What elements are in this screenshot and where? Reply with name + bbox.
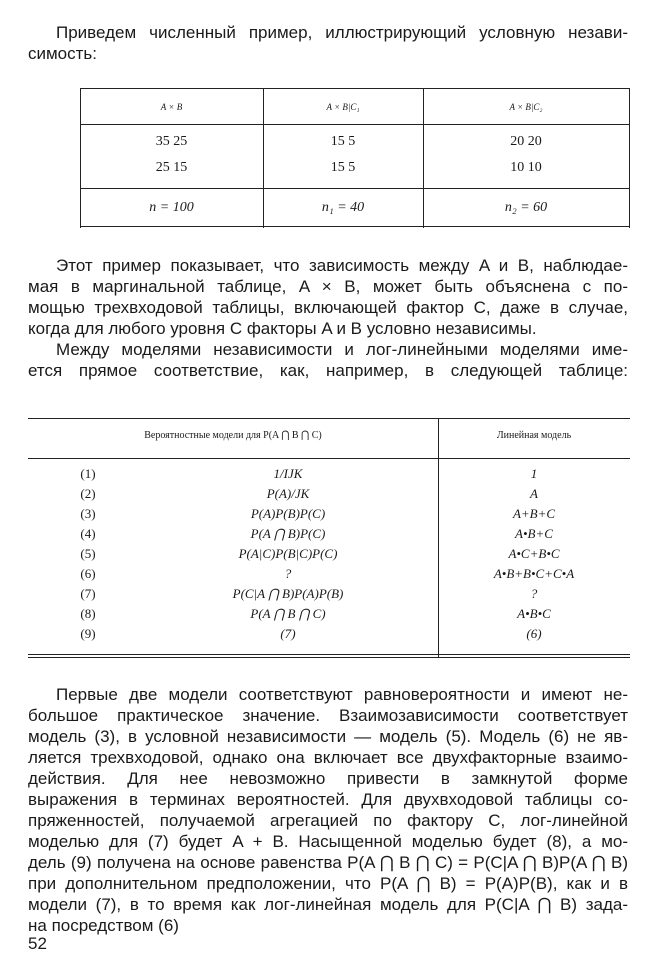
row-number: (2) xyxy=(80,486,96,501)
linear-model: A•C+B•C xyxy=(508,546,560,561)
row-number: (1) xyxy=(80,466,96,481)
table-row xyxy=(28,566,630,586)
table1-cell: 15 5 xyxy=(330,134,356,149)
contingency-table xyxy=(80,88,630,228)
discussion-paragraph xyxy=(28,684,628,936)
paragraph-line: модели (7), в то время как лог-линейная модель для P(C|A ⋂ B) зада- xyxy=(28,895,628,914)
models-header-prob: Вероятностные модели для P(A ⋂ B ⋂ C) xyxy=(144,430,322,441)
paragraph-line: Первые две модели соответствуют равновероятности и имеют не- xyxy=(56,685,628,704)
table1-cell: 35 25 xyxy=(155,134,188,149)
prob-model: P(A ⋂ B)P(C) xyxy=(250,526,326,541)
models-table xyxy=(28,418,630,658)
table1-cell: 25 15 xyxy=(155,160,188,175)
prob-model: P(A)/JK xyxy=(266,486,310,501)
table-row xyxy=(28,626,630,646)
table-row xyxy=(28,546,630,566)
paragraph-line: модель (3), в условной независимости — модель (5). Модель (6) не яв- xyxy=(28,727,628,746)
linear-model: A•B•C xyxy=(517,606,551,621)
row-number: (8) xyxy=(80,606,96,621)
paragraph-line: выражения в терминах вероятностей. Для двухвходовой таблицы со- xyxy=(28,790,628,809)
table-row xyxy=(28,486,630,506)
paragraph-line: мая в маргинальной таблице, A × B, может быть объяснена с по- xyxy=(28,277,628,296)
linear-model: A•B+C xyxy=(515,526,553,541)
paragraph-line: при дополнительном предположении, что P(A ⋂ B) = P(A)P(B), как и в xyxy=(28,874,628,893)
paragraph-line: мощью трехвходовой таблицы, включающей фактор C, даже в случае, xyxy=(28,298,628,317)
paragraph-line: Этот пример показывает, что зависимость между A и B, наблюдае- xyxy=(56,256,628,275)
table1-total: n = 100 xyxy=(149,200,194,215)
linear-model: ? xyxy=(530,586,538,601)
paragraph-line: ляется трехвходовой, однако она включает все двухфакторные взаимо- xyxy=(28,748,628,767)
paragraph-line: Между моделями независимости и лог-линейными моделями име- xyxy=(56,340,628,359)
table1-header: A × B|C₁ xyxy=(326,102,360,112)
table1-cell: 10 10 xyxy=(510,160,542,175)
paragraph-line: действия. Для нее невозможно привести в замкнутой форме xyxy=(28,769,628,788)
table1-cell: 20 20 xyxy=(510,134,542,149)
intro-line: Приведем численный пример, иллюстрирующий условную незави- xyxy=(56,23,628,42)
table-row xyxy=(28,606,630,626)
table-row xyxy=(28,586,630,606)
paragraph-line: большое практическое значение. Взаимозависимости соответствует xyxy=(28,706,628,725)
paragraph-line: моделью для (7) будет A + B. Насыщенной моделью будет (8), а мо- xyxy=(28,832,628,851)
row-number: (5) xyxy=(80,546,96,561)
row-number: (4) xyxy=(80,526,96,541)
table1-header: A × B xyxy=(160,102,183,112)
row-number: (3) xyxy=(80,506,96,521)
table-row xyxy=(28,526,630,546)
prob-model: P(A)P(B)P(C) xyxy=(250,506,326,521)
linear-model: (6) xyxy=(526,626,542,641)
row-number: (9) xyxy=(80,626,96,641)
paragraph-line: дель (9) получена на основе равенства P(A ⋂ B ⋂ C) = P(C|A ⋂ B)P(A ⋂ B) xyxy=(28,853,628,872)
page-number: 52 xyxy=(28,934,47,953)
paragraph-line: ется прямое соответствие, как, например, в следующей таблице: xyxy=(28,361,628,380)
prob-model: ? xyxy=(284,566,292,581)
prob-model: P(C|A ⋂ B)P(A)P(B) xyxy=(232,586,344,601)
prob-model: P(A|C)P(B|C)P(C) xyxy=(238,546,338,561)
explanation-paragraph xyxy=(28,255,628,381)
paragraph-line: когда для любого уровня C факторы A и B условно независимы. xyxy=(28,319,537,338)
prob-model: 1/IJK xyxy=(273,466,303,481)
prob-model: (7) xyxy=(280,626,296,641)
intro-paragraph xyxy=(28,22,628,64)
paragraph-line: на посредством (6) xyxy=(28,916,179,935)
table-row xyxy=(28,466,630,486)
table1-header: A × B|C₂ xyxy=(509,102,543,112)
table1-total: n₁ = 40 xyxy=(321,200,365,215)
models-header-linear: Линейная модель xyxy=(496,430,572,441)
table1-total: n₂ = 60 xyxy=(504,200,548,215)
row-number: (6) xyxy=(80,566,96,581)
linear-model: 1 xyxy=(530,466,538,481)
table1-cell: 15 5 xyxy=(330,160,356,175)
table-row xyxy=(28,506,630,526)
linear-model: A•B+B•C+C•A xyxy=(493,566,575,581)
paragraph-line: пряженностей, получаемой агрегацией по фактору C, лог-линейной xyxy=(28,811,628,830)
linear-model: A+B+C xyxy=(512,506,556,521)
linear-model: A xyxy=(530,486,538,501)
row-number: (7) xyxy=(80,586,96,601)
prob-model: P(A ⋂ B ⋂ C) xyxy=(250,606,326,621)
intro-line: симость: xyxy=(28,44,98,63)
